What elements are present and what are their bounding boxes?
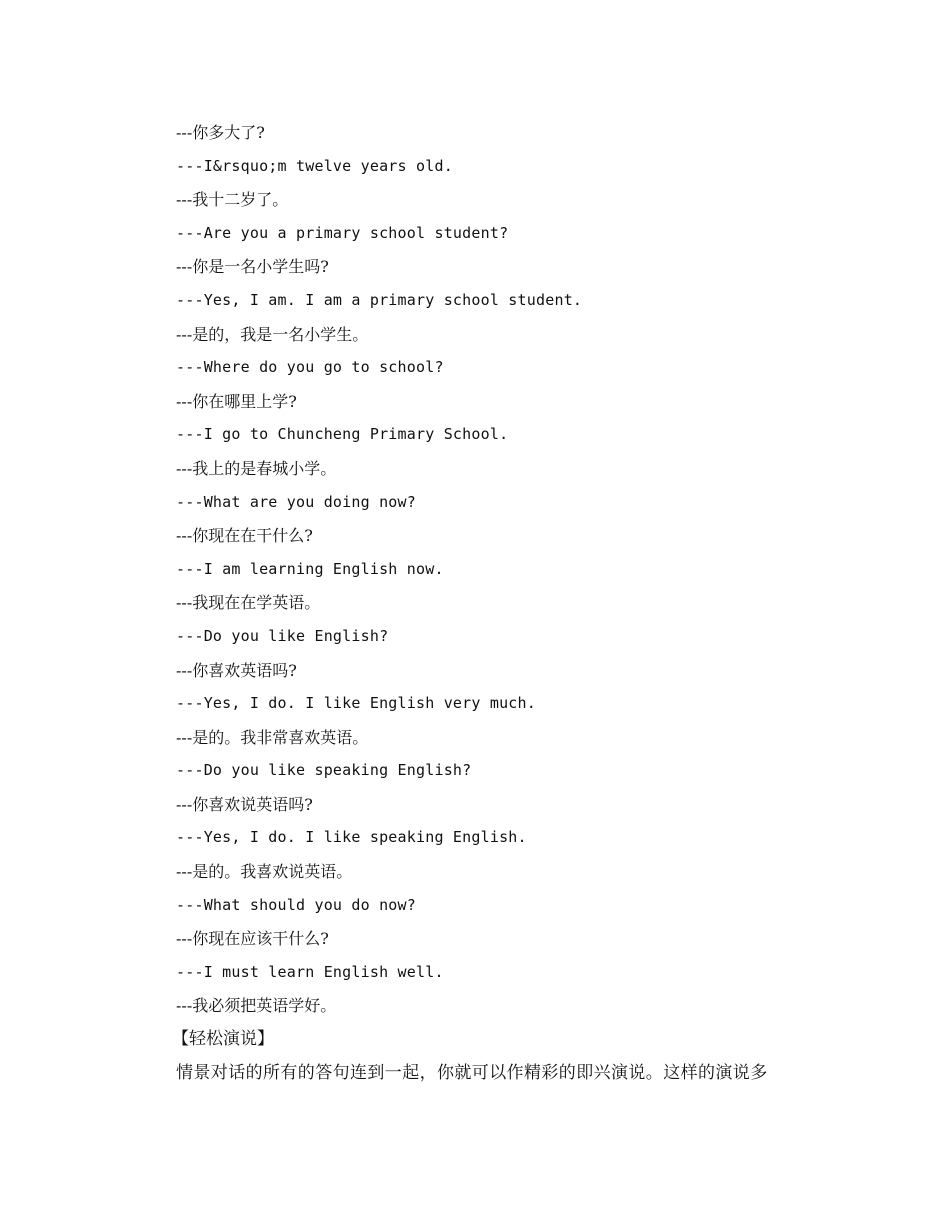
dialogue-line: ---你多大了? <box>176 123 265 142</box>
dialogue-list <box>176 116 836 1023</box>
dialogue-line: ---我现在在学英语。 <box>176 593 321 613</box>
dialogue-line: ---What should you do now? <box>176 895 416 914</box>
dialogue-line: ---是的。我喜欢说英语。 <box>176 862 353 882</box>
body-paragraph: 情景对话的所有的答句连到一起，你就可以作精彩的即兴演说。这样的演说多 <box>176 1062 768 1083</box>
dialogue-line: ---Do you like speaking English? <box>176 761 472 780</box>
dialogue-line: ---Are you a primary school student? <box>176 223 509 242</box>
dialogue-line: ---我必须把英语学好。 <box>176 996 337 1016</box>
dialogue-line: ---Do you like English? <box>176 626 389 645</box>
dialogue-line: ---你喜欢说英语吗? <box>176 794 313 814</box>
dialogue-line: ---你现在在干什么? <box>176 526 313 546</box>
dialogue-line: ---I must learn English well. <box>176 962 444 981</box>
dialogue-line: ---I&rsquo;m twelve years old. <box>176 156 453 175</box>
dialogue-line: ---你在哪里上学? <box>176 391 297 411</box>
dialogue-line: ---你现在应该干什么? <box>176 929 329 949</box>
dialogue-line: ---是的，我是一名小学生。 <box>176 324 369 344</box>
dialogue-line: ---I go to Chuncheng Primary School. <box>176 425 509 444</box>
dialogue-line: ---是的。我非常喜欢英语。 <box>176 727 369 747</box>
dialogue-line: ---我上的是春城小学。 <box>176 458 337 478</box>
dialogue-line: ---Yes, I am. I am a primary school student. <box>176 290 583 309</box>
section-heading: 【轻松演说】 <box>172 1029 274 1050</box>
dialogue-line: ---你喜欢英语吗? <box>176 660 297 680</box>
dialogue-line: ---Yes, I do. I like English very much. <box>176 694 536 713</box>
dialogue-line: ---Where do you go to school? <box>176 358 444 377</box>
dialogue-line: ---我十二岁了。 <box>176 190 289 210</box>
dialogue-line: ---Yes, I do. I like speaking English. <box>176 828 527 847</box>
document-content <box>172 116 836 1090</box>
dialogue-line: ---What are you doing now? <box>176 492 416 511</box>
dialogue-line: ---I am learning English now. <box>176 559 444 578</box>
dialogue-line: ---你是一名小学生吗? <box>176 257 329 277</box>
